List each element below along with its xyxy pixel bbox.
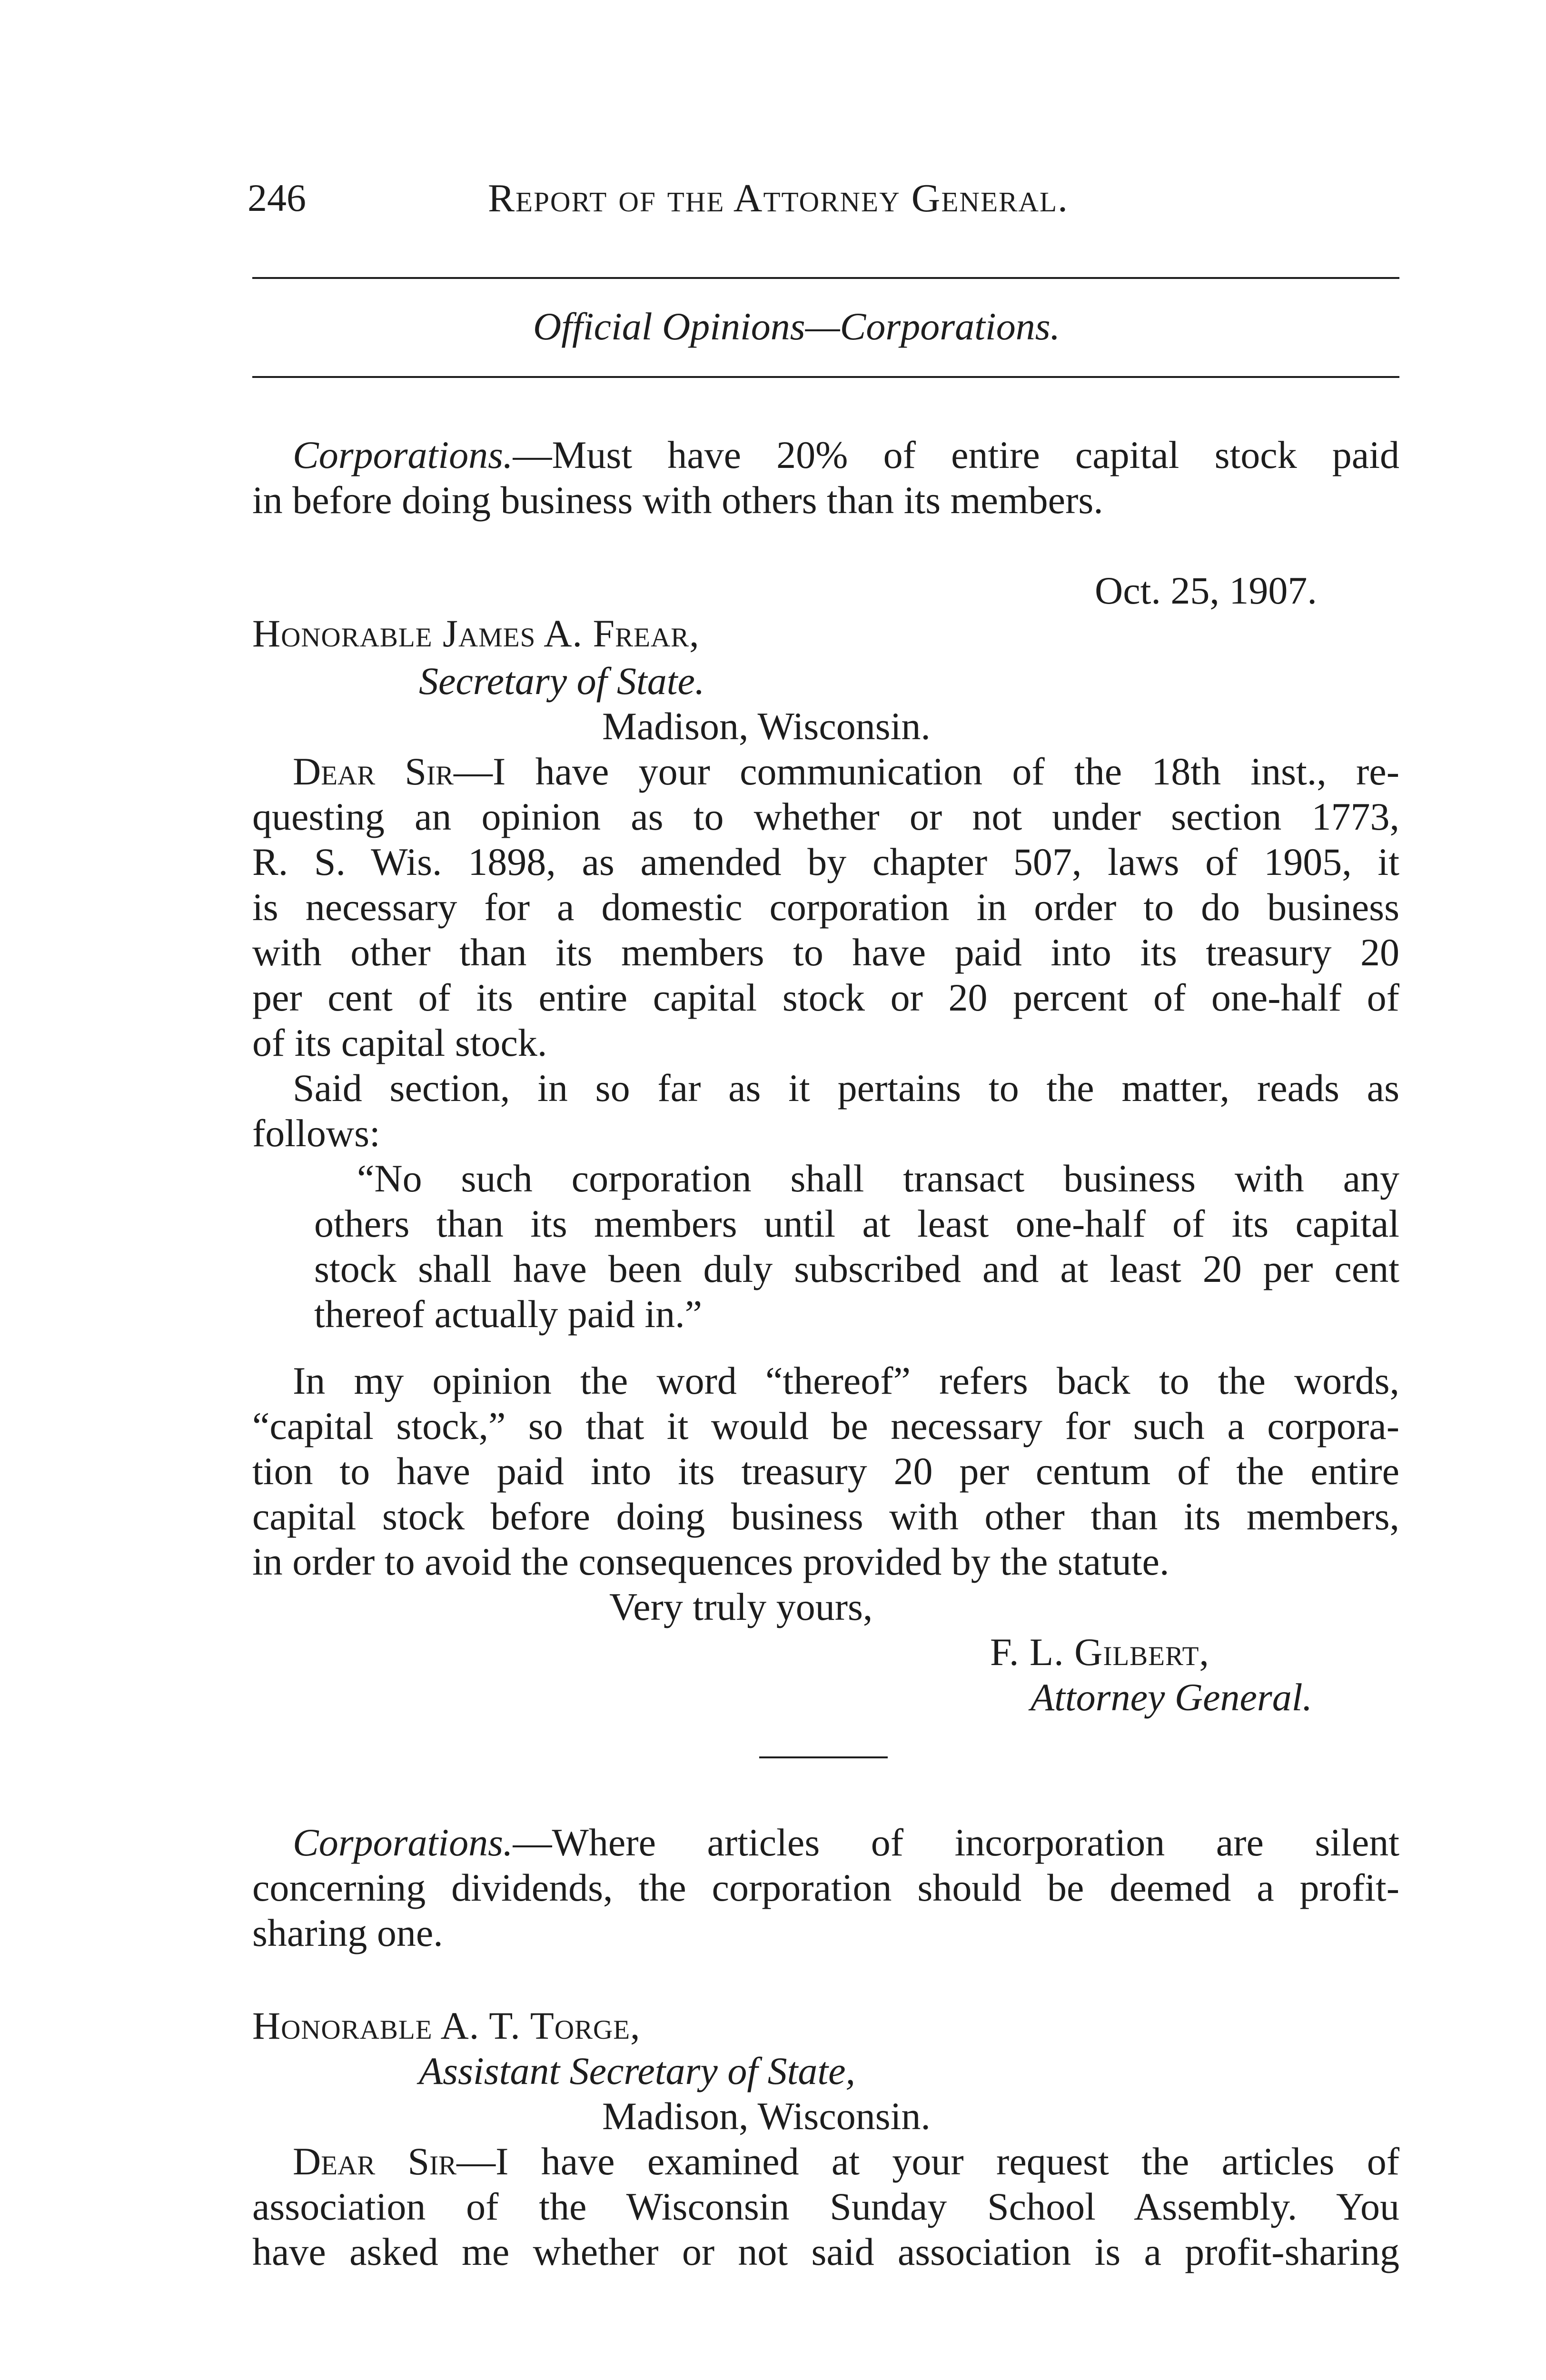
headnote-1-text: —Must have 20% of entire capital stock paid bbox=[513, 433, 1399, 476]
para-3-line-3: tion to have paid into its treasury 20 per centum of the entire bbox=[252, 1449, 1399, 1493]
headnote-1-line-1 bbox=[293, 433, 1399, 476]
quote-line-2: others than its members until at least one-half of its capital bbox=[314, 1202, 1399, 1245]
quote-line-3: stock shall have been duly subscribed and at least 20 per cent bbox=[314, 1247, 1399, 1290]
body-1-line-4: is necessary for a domestic corporation in order to do business bbox=[252, 885, 1399, 929]
body-1-line-3: R. S. Wis. 1898, as amended by chapter 507, laws of 1905, it bbox=[252, 840, 1399, 883]
body-1-line-6: per cent of its entire capital stock or 20 percent of one-half of bbox=[252, 976, 1399, 1019]
signer-title: Attorney General. bbox=[1031, 1676, 1313, 1719]
closing-1: Very truly yours, bbox=[609, 1585, 873, 1628]
body-1-line-1: Dear Sir—I have your communication of the 18th inst., re- bbox=[293, 750, 1399, 793]
addressee-1-place: Madison, Wisconsin. bbox=[602, 704, 931, 748]
signer-name: F. L. Gilbert, bbox=[990, 1630, 1209, 1674]
letter-date: Oct. 25, 1907. bbox=[1095, 569, 1317, 612]
addressee-1-name: Honorable James A. Frear, bbox=[252, 612, 700, 655]
headnote-1-line-2: in before doing business with others than its members. bbox=[252, 478, 1103, 522]
quote-line-4: thereof actually paid in.” bbox=[314, 1292, 703, 1336]
para-3-line-2: “capital stock,” so that it would be necessary for such a corpora- bbox=[252, 1404, 1399, 1448]
section-divider bbox=[759, 1756, 888, 1758]
body-2-line-2: association of the Wisconsin Sunday School Assembly. You bbox=[252, 2185, 1399, 2228]
body-2-line-1: Dear Sir—I have examined at your request the articles of bbox=[293, 2140, 1399, 2183]
body-1-line-7: of its capital stock. bbox=[252, 1021, 547, 1064]
para-3-line-5: in order to avoid the consequences provided by the statute. bbox=[252, 1540, 1169, 1583]
addressee-2-place: Madison, Wisconsin. bbox=[602, 2094, 931, 2138]
body-1-line-5: with other than its members to have paid into its treasury 20 bbox=[252, 931, 1399, 974]
headnote-2-label: Corporations. bbox=[293, 1821, 513, 1864]
header-rule-top bbox=[252, 277, 1399, 279]
section-title: Official Opinions—Corporations. bbox=[533, 305, 1060, 348]
body-1-line-2: questing an opinion as to whether or not under section 1773, bbox=[252, 795, 1399, 838]
headnote-1-label: Corporations. bbox=[293, 433, 513, 476]
headnote-2-text: —Where articles of incorporation are silent bbox=[513, 1821, 1399, 1864]
salutation-2: Dear Sir bbox=[293, 2140, 457, 2183]
headnote-2-line-2: concerning dividends, the corporation should be deemed a profit- bbox=[252, 1866, 1399, 1909]
addressee-1-title: Secretary of State. bbox=[419, 659, 705, 703]
body-2-line-3: have asked me whether or not said association is a profit-sharing bbox=[252, 2230, 1399, 2273]
quote-line-1: “No such corporation shall transact business with any bbox=[357, 1157, 1399, 1200]
salutation-1: Dear Sir bbox=[293, 750, 454, 793]
addressee-2-title: Assistant Secretary of State, bbox=[419, 2049, 856, 2092]
para-2-line-2: follows: bbox=[252, 1111, 380, 1155]
para-3-line-4: capital stock before doing business with other than its members, bbox=[252, 1495, 1399, 1538]
para-2-line-1: Said section, in so far as it pertains to the matter, reads as bbox=[293, 1066, 1399, 1110]
header-rule-bottom bbox=[252, 376, 1399, 378]
page-number: 246 bbox=[248, 176, 306, 219]
addressee-2-name: Honorable A. T. Torge, bbox=[252, 2004, 641, 2047]
headnote-2-line-3: sharing one. bbox=[252, 1911, 443, 1954]
running-title: Report of the Attorney General. bbox=[488, 176, 1069, 220]
para-3-line-1: In my opinion the word “thereof” refers back to the words, bbox=[293, 1359, 1399, 1402]
headnote-2-line-1 bbox=[293, 1823, 1399, 1862]
